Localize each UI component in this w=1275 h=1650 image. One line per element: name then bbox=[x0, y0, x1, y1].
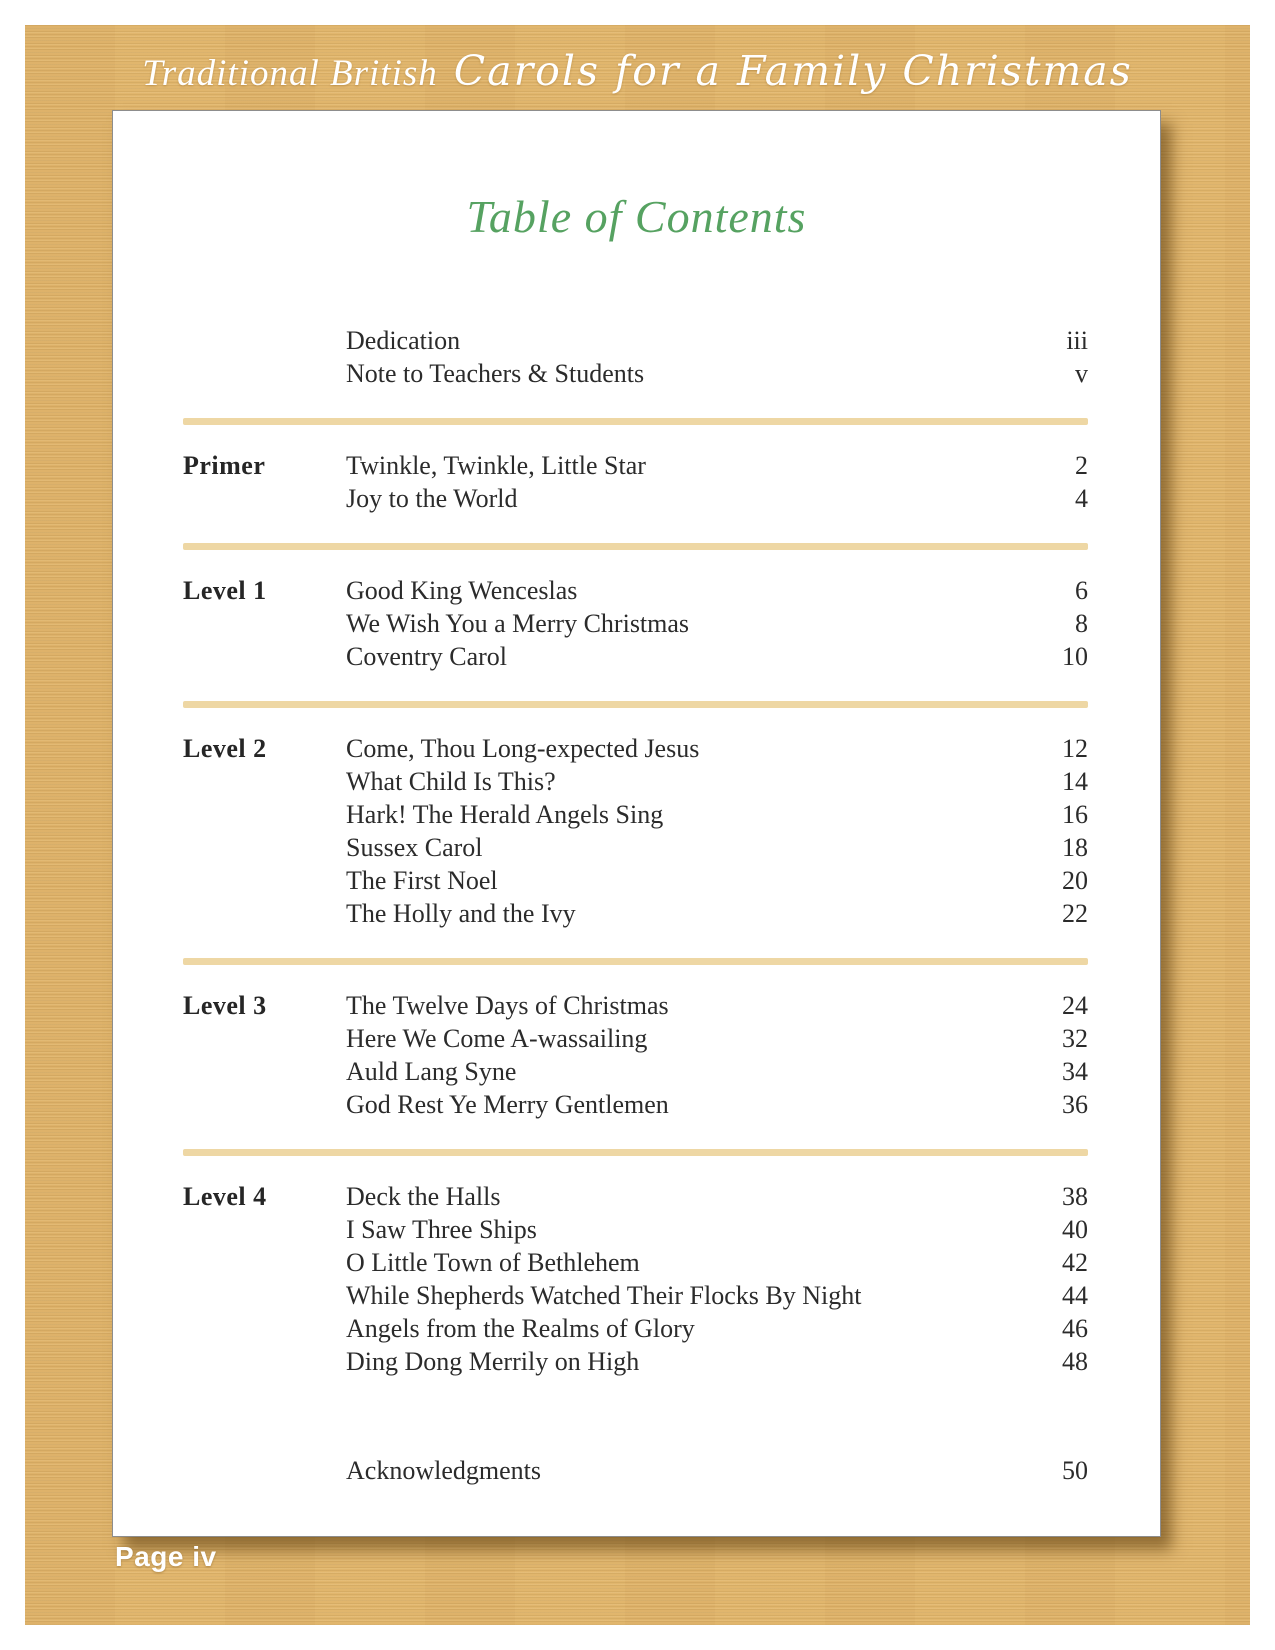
toc-entry-title: Note to Teachers & Students bbox=[346, 359, 645, 388]
page-title: Table of Contents bbox=[466, 191, 807, 242]
section-divider bbox=[183, 543, 1088, 550]
toc-section bbox=[183, 425, 1088, 543]
section-label bbox=[183, 324, 346, 390]
toc-entry-page-number: 32 bbox=[1062, 1024, 1088, 1053]
toc-entry-title: O Little Town of Bethlehem bbox=[346, 1248, 640, 1277]
toc-entry bbox=[346, 1180, 1088, 1213]
toc-entry-page-number: 34 bbox=[1062, 1057, 1088, 1086]
toc-entry-title: I Saw Three Ships bbox=[346, 1215, 537, 1244]
toc-entry-page-number: 18 bbox=[1062, 833, 1088, 862]
toc-entry-page-number: 8 bbox=[1075, 609, 1088, 638]
toc-entry bbox=[346, 607, 1088, 640]
toc-entry-title: The First Noel bbox=[346, 866, 498, 895]
toc-entry bbox=[346, 798, 1088, 831]
toc-entry bbox=[346, 1055, 1088, 1088]
toc-entry bbox=[346, 897, 1088, 930]
toc-entry-title: Acknowledgments bbox=[346, 1456, 541, 1485]
section-divider bbox=[183, 1149, 1088, 1156]
toc-entry-page-number: 46 bbox=[1062, 1314, 1088, 1343]
toc-entry bbox=[346, 574, 1088, 607]
toc-entry bbox=[346, 640, 1088, 673]
section-entries bbox=[346, 732, 1088, 930]
section-label: Level 2 bbox=[183, 734, 267, 763]
book-title bbox=[25, 47, 1250, 95]
toc-entry-title: Sussex Carol bbox=[346, 833, 483, 862]
toc-entry bbox=[346, 831, 1088, 864]
toc-entry-title: The Holly and the Ivy bbox=[346, 899, 576, 928]
toc-entry-page-number: 6 bbox=[1075, 576, 1088, 605]
toc-entry-title: Deck the Halls bbox=[346, 1182, 501, 1211]
section-entries bbox=[346, 989, 1088, 1121]
toc-entry-page-number: 2 bbox=[1075, 451, 1088, 480]
toc-entry-title: The Twelve Days of Christmas bbox=[346, 991, 669, 1020]
toc-entry bbox=[346, 1022, 1088, 1055]
toc-sections bbox=[183, 418, 1088, 1406]
toc-entry-title: Dedication bbox=[346, 326, 461, 355]
toc-entry bbox=[346, 732, 1088, 765]
front-matter-section bbox=[183, 324, 1088, 390]
toc-entry-page-number: v bbox=[1075, 359, 1088, 388]
toc-entry bbox=[346, 1312, 1088, 1345]
toc-entry-title: Angels from the Realms of Glory bbox=[346, 1314, 695, 1343]
toc-entry-title: Twinkle, Twinkle, Little Star bbox=[346, 451, 646, 480]
toc-entry bbox=[346, 864, 1088, 897]
toc-entry-title: Here We Come A-wassailing bbox=[346, 1024, 648, 1053]
toc-entry bbox=[346, 989, 1088, 1022]
toc-section bbox=[183, 965, 1088, 1149]
toc-entry bbox=[346, 324, 1088, 357]
section-label: Primer bbox=[183, 451, 266, 480]
toc-entry bbox=[346, 357, 1088, 390]
toc-entry-title: Coventry Carol bbox=[346, 642, 508, 671]
toc-entry bbox=[346, 1279, 1088, 1312]
toc-entry-page-number: iii bbox=[1066, 326, 1088, 355]
textured-cover-background bbox=[25, 25, 1250, 1625]
toc-entry-page-number: 14 bbox=[1062, 767, 1088, 796]
section-label: Level 1 bbox=[183, 576, 267, 605]
toc-entry bbox=[346, 449, 1088, 482]
toc-section bbox=[183, 708, 1088, 958]
toc-entry bbox=[346, 1246, 1088, 1279]
toc-entry-page-number: 22 bbox=[1062, 899, 1088, 928]
toc-entry-title: Good King Wenceslas bbox=[346, 576, 578, 605]
back-matter-section bbox=[183, 1454, 1088, 1487]
toc-entry-page-number: 16 bbox=[1062, 800, 1088, 829]
toc-entry-page-number: 40 bbox=[1062, 1215, 1088, 1244]
book-title-regular: Traditional British bbox=[142, 53, 438, 94]
section-entries bbox=[346, 1180, 1088, 1378]
toc-entry-title: While Shepherds Watched Their Flocks By Night bbox=[346, 1281, 862, 1310]
section-entries bbox=[346, 449, 1088, 515]
toc-entry-title: We Wish You a Merry Christmas bbox=[346, 609, 690, 638]
section-label bbox=[183, 1454, 346, 1487]
toc-entry-page-number: 10 bbox=[1062, 642, 1088, 671]
toc-entry-page-number: 36 bbox=[1062, 1090, 1088, 1119]
toc-page bbox=[112, 110, 1161, 1537]
footer-page-label: Page iv bbox=[115, 1541, 217, 1572]
section-label: Level 3 bbox=[183, 991, 267, 1020]
toc-entry bbox=[346, 482, 1088, 515]
section-divider bbox=[183, 418, 1088, 425]
toc-entry bbox=[346, 1213, 1088, 1246]
toc-entry-page-number: 50 bbox=[1062, 1456, 1088, 1485]
front-matter-entries bbox=[346, 324, 1088, 390]
toc-entry-title: Come, Thou Long-expected Jesus bbox=[346, 734, 700, 763]
toc-entry-title: What Child Is This? bbox=[346, 767, 556, 796]
toc-entry-title: God Rest Ye Merry Gentlemen bbox=[346, 1090, 669, 1119]
toc-body bbox=[183, 324, 1088, 1487]
back-matter-entries bbox=[346, 1454, 1088, 1487]
section-label: Level 4 bbox=[183, 1182, 267, 1211]
toc-entry bbox=[346, 1345, 1088, 1378]
toc-section bbox=[183, 1156, 1088, 1406]
toc-section bbox=[183, 550, 1088, 701]
section-divider bbox=[183, 958, 1088, 965]
toc-entry-page-number: 20 bbox=[1062, 866, 1088, 895]
toc-entry-page-number: 42 bbox=[1062, 1248, 1088, 1277]
toc-entry-page-number: 4 bbox=[1075, 484, 1088, 513]
book-title-script: Carols for a Family Christmas bbox=[453, 47, 1133, 95]
toc-entry-title: Auld Lang Syne bbox=[346, 1057, 517, 1086]
toc-entry bbox=[346, 765, 1088, 798]
toc-entry bbox=[346, 1454, 1088, 1487]
toc-entry-page-number: 24 bbox=[1062, 991, 1088, 1020]
toc-entry-page-number: 38 bbox=[1062, 1182, 1088, 1211]
section-divider bbox=[183, 701, 1088, 708]
toc-entry-page-number: 48 bbox=[1062, 1347, 1088, 1376]
toc-entry bbox=[346, 1088, 1088, 1121]
toc-entry-title: Ding Dong Merrily on High bbox=[346, 1347, 640, 1376]
section-entries bbox=[346, 574, 1088, 673]
toc-entry-title: Hark! The Herald Angels Sing bbox=[346, 800, 664, 829]
toc-entry-page-number: 12 bbox=[1062, 734, 1088, 763]
toc-entry-title: Joy to the World bbox=[346, 484, 518, 513]
toc-entry-page-number: 44 bbox=[1062, 1281, 1088, 1310]
